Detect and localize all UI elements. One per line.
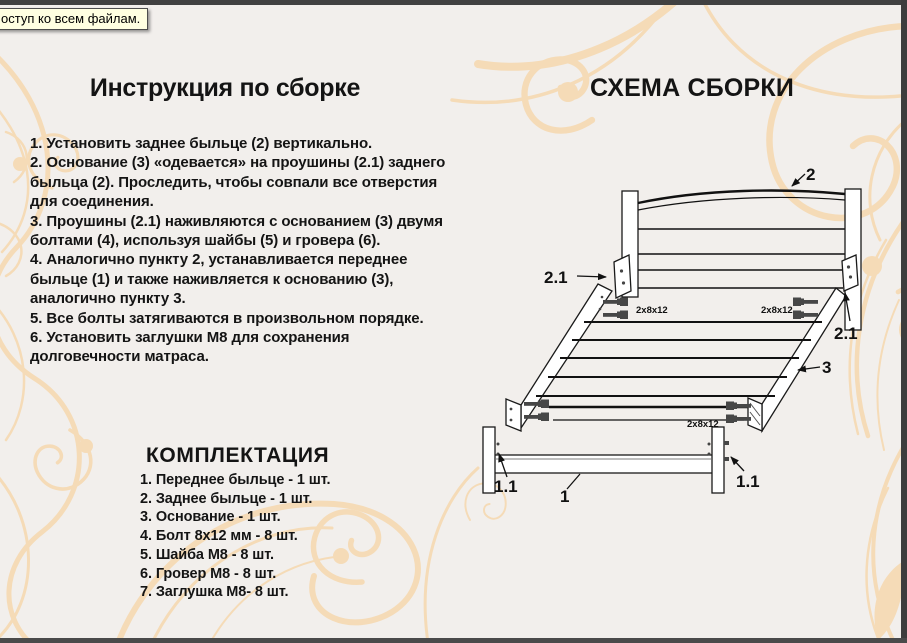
kit-item: 5. Шайба М8 - 8 шт. — [140, 546, 274, 563]
label-part-3: 3 — [822, 358, 832, 377]
instruction-item: 6. Установить заглушки М8 для сохранения долговечности матраса. — [30, 329, 350, 366]
footboard — [483, 427, 729, 493]
label-part-2-1-left: 2.1 — [544, 268, 568, 287]
base-left-endcap — [506, 399, 521, 431]
footboard-bar — [494, 455, 713, 473]
label-part-1-1-right: 1.1 — [736, 472, 760, 491]
leader-line — [567, 474, 580, 489]
label-part-1: 1 — [560, 487, 570, 506]
kit-item: 1. Переднее быльце - 1 шт. — [140, 472, 331, 488]
label-part-2: 2 — [806, 165, 816, 184]
right-frame-bar — [901, 0, 907, 643]
base-frame — [506, 284, 846, 431]
instruction-item: 5. Все болты затягиваются в произвольном порядке. — [30, 309, 424, 327]
kit-item: 2. Заднее быльце - 1 шт. — [140, 490, 313, 507]
tooltip: оступ ко всем файлам. — [0, 8, 148, 30]
label-bolt-size-left: 2x8x12 — [636, 305, 668, 316]
label-bolt-size-right: 2x8x12 — [761, 305, 793, 316]
scheme-title: СХЕМА СБОРКИ — [590, 74, 795, 102]
kit-title: КОМПЛЕКТАЦИЯ — [146, 444, 330, 467]
instructions-list — [30, 134, 447, 367]
assembly-diagram — [455, 140, 905, 510]
kit-item: 3. Основание - 1 шт. — [140, 509, 281, 526]
leader-arrow — [731, 457, 744, 471]
instruction-item: 1. Установить заднее быльце (2) вертикально. — [30, 135, 373, 152]
kit-item: 4. Болт 8х12 мм - 8 шт. — [140, 528, 298, 545]
kit-list — [140, 471, 440, 602]
kit-item: 6. Гровер М8 - 8 шт. — [140, 565, 277, 582]
bottom-frame-bar — [0, 638, 907, 643]
footboard-right-post — [712, 427, 724, 493]
instruction-item: 2. Основание (3) «одевается» на проушины (2.1) заднего быльца (2). Проследить, чтобы совпали все отверстия для соединения. — [30, 154, 446, 211]
headboard-arch — [638, 191, 845, 203]
instruction-item: 3. Проушины (2.1) наживляются с основанием (3) двумя болтами (4), используя шайбы (5) и гровера (6). — [30, 212, 443, 250]
label-part-1-1-left: 1.1 — [494, 477, 518, 496]
top-frame-bar — [0, 0, 907, 5]
lug-plate-left — [614, 255, 631, 298]
lug-plate-right — [842, 255, 858, 291]
leader-arrow — [577, 276, 606, 277]
label-part-2-1-right: 2.1 — [834, 324, 858, 343]
instruction-item: 4. Аналогично пункту 2, устанавливается переднее быльце (1) и также наживляется к основанию (3), аналогично пункту 3. — [30, 251, 408, 308]
label-bolt-size-bottom: 2x8x12 — [687, 419, 719, 430]
instructions-title: Инструкция по сборке — [89, 74, 361, 102]
kit-item: 7. Заглушка М8- 8 шт. — [140, 584, 289, 601]
leader-arrow — [792, 174, 805, 186]
